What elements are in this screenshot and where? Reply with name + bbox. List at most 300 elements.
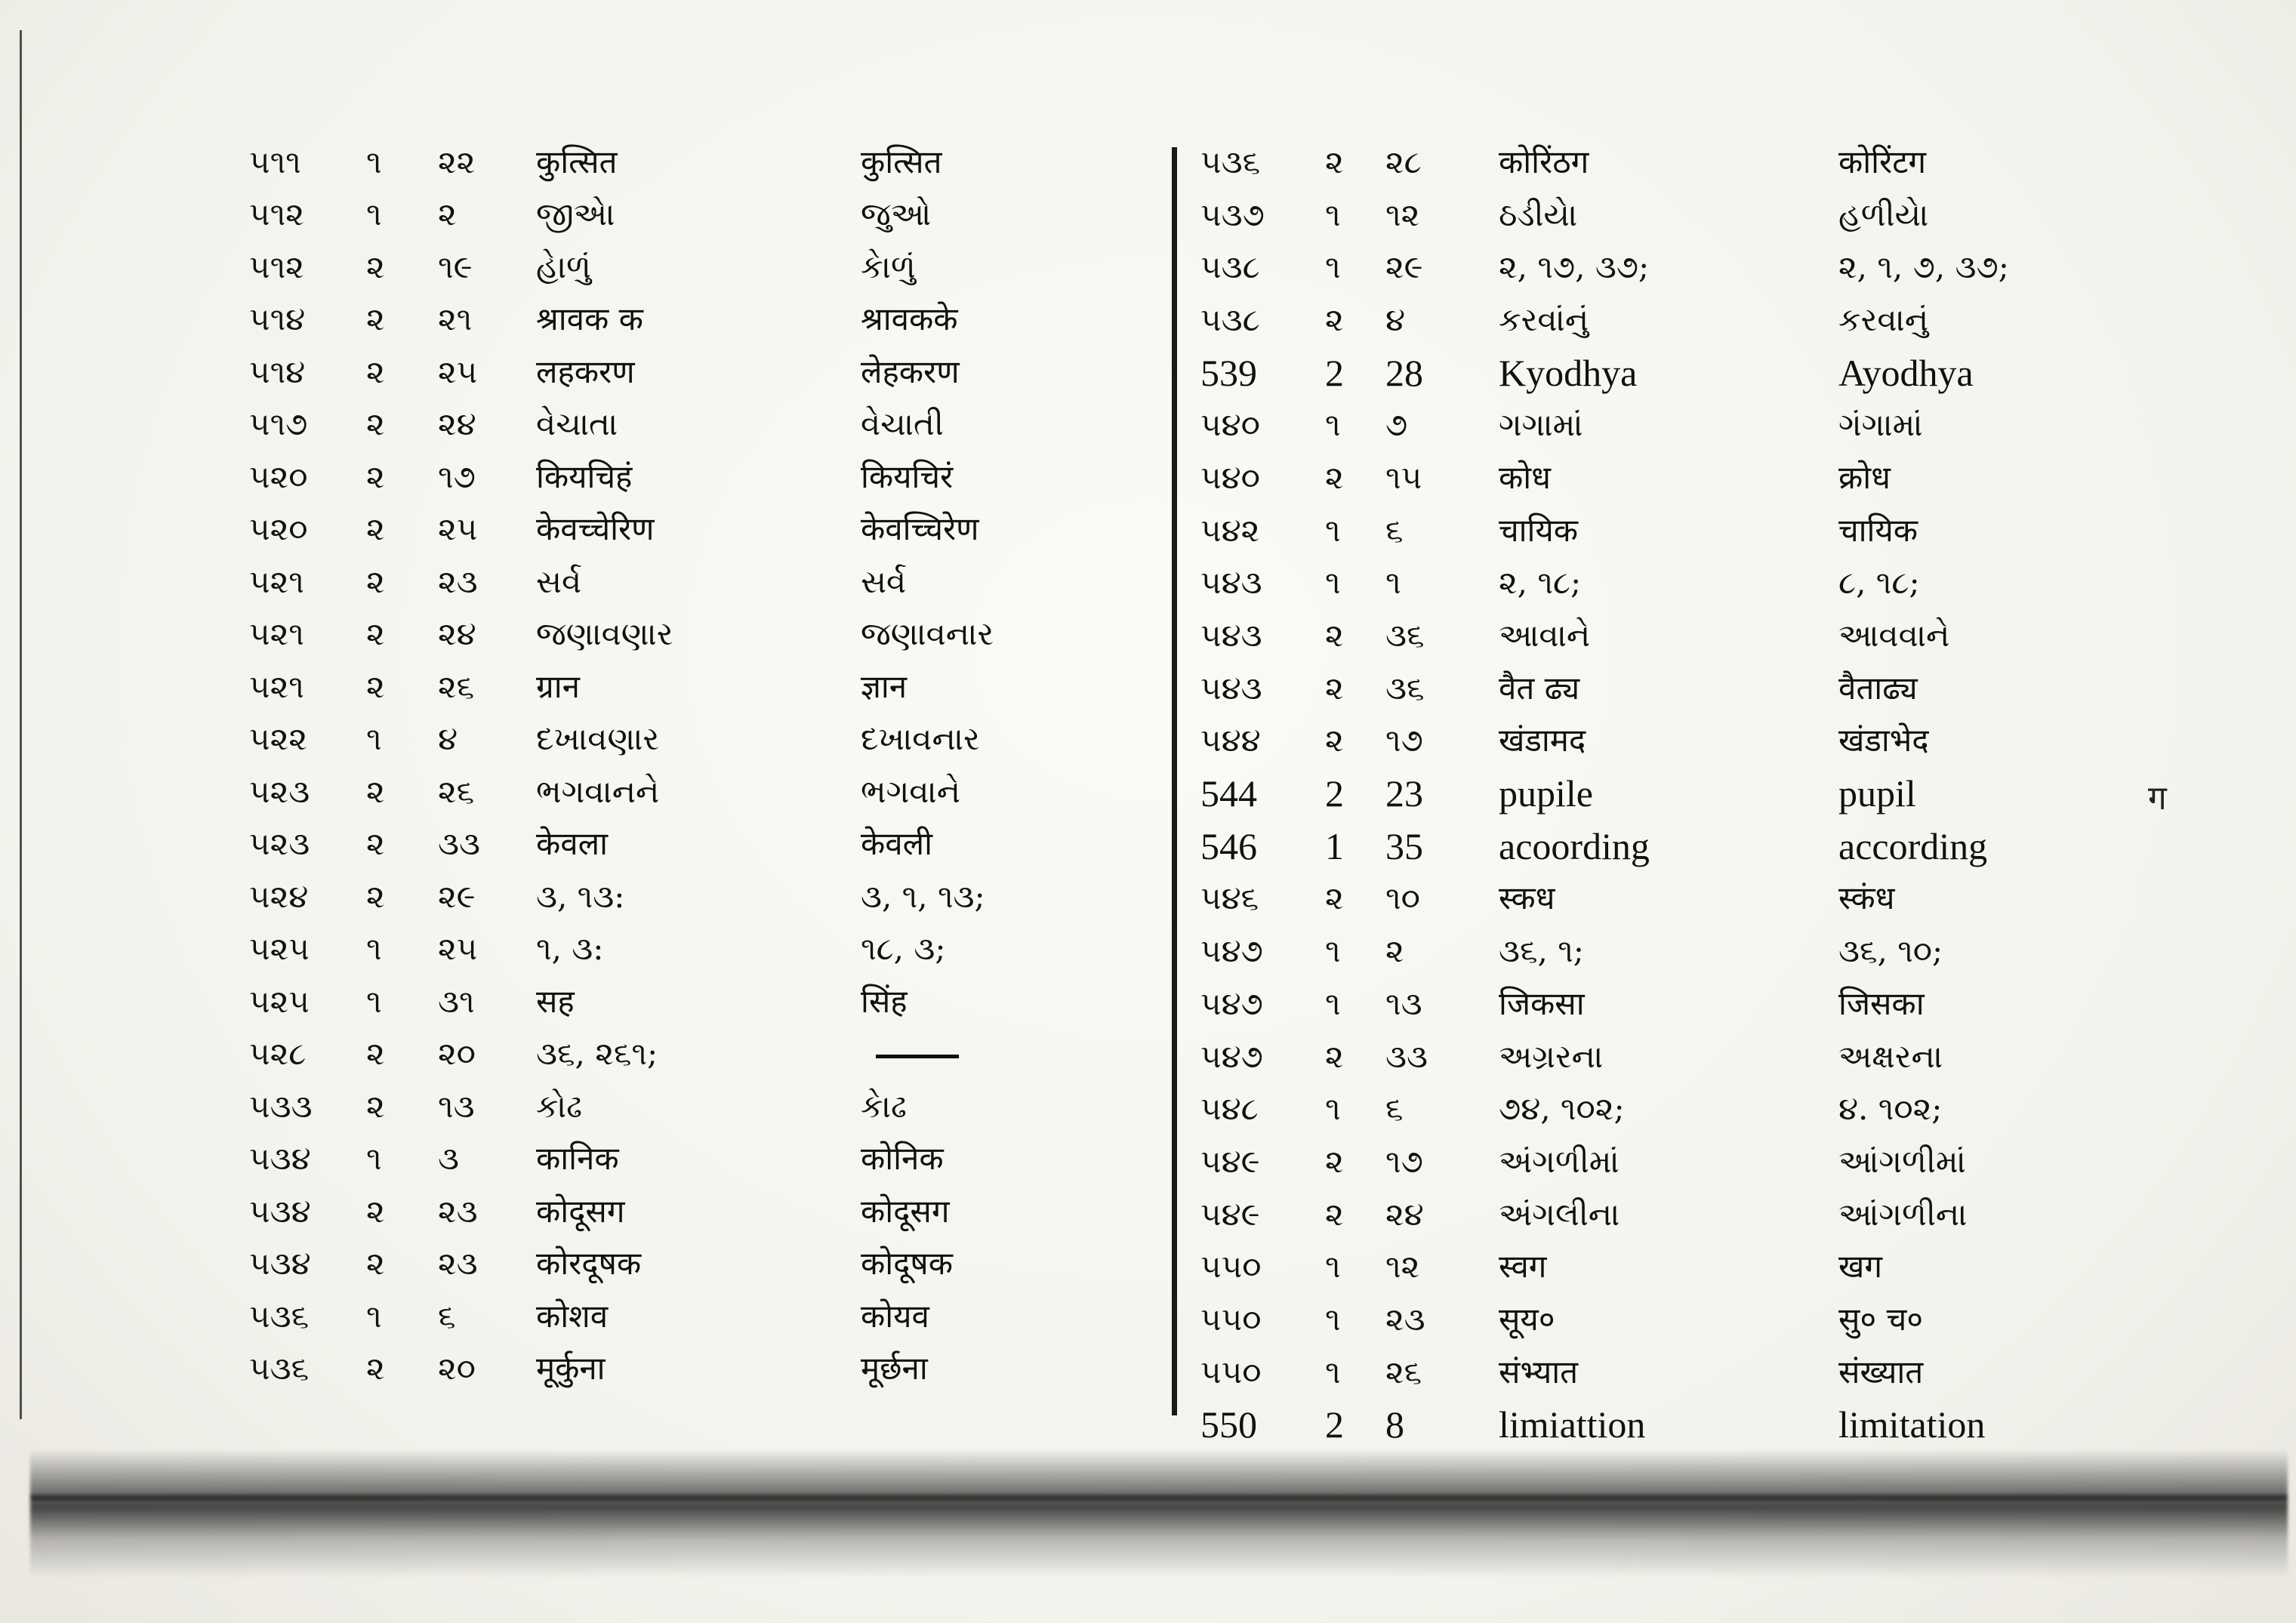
errata-page-number: ૫૧૭ <box>249 405 308 443</box>
errata-row <box>249 556 1344 608</box>
errata-row <box>249 1028 1344 1081</box>
errata-line-number: ૨૬ <box>438 772 475 810</box>
errata-line-number: ૨૬ <box>438 667 475 705</box>
errata-row <box>249 661 1344 713</box>
errata-correct-text: દખાવનાર <box>861 720 980 758</box>
errata-correct-text <box>861 1038 1253 1070</box>
errata-correct-text: કેાઢ <box>861 1087 907 1125</box>
errata-correct-text: according <box>1838 824 1988 867</box>
errata-line-number: ૨ <box>1385 932 1404 970</box>
errata-row <box>1200 1030 2295 1083</box>
errata-column-number: ૧ <box>366 143 382 180</box>
errata-line-number: ૧૭ <box>438 457 476 495</box>
errata-row <box>1200 136 2295 189</box>
errata-page-number: ૫૪૪ <box>1200 722 1261 759</box>
errata-correct-text: ભગવાને <box>861 772 961 810</box>
errata-row <box>1200 1188 2295 1241</box>
errata-page-number: 546 <box>1200 824 1257 867</box>
errata-line-number: ૨૪ <box>1385 1195 1424 1233</box>
errata-correct-text: Ayodhya <box>1838 351 1974 394</box>
errata-line-number: ૬ <box>1385 511 1404 549</box>
errata-page-number: 550 <box>1200 1403 1257 1446</box>
errata-line-number: ૨૪ <box>438 615 476 653</box>
errata-page-number: ૫૧૪ <box>249 300 306 338</box>
errata-incorrect-text: सूय० <box>1499 1300 1555 1338</box>
errata-correct-text: ૪. ૧૦૨; <box>1838 1090 1943 1128</box>
errata-line-number: ૨૧ <box>438 300 473 338</box>
errata-page-number: ૫૩૭ <box>1200 196 1265 233</box>
errata-page-number: ૫૩૮ <box>1200 300 1260 338</box>
errata-row <box>249 504 1344 556</box>
errata-incorrect-text: लहकरण <box>536 353 635 390</box>
errata-correct-text: कियचिरं <box>861 457 954 495</box>
errata-page-number: ૫૪૨ <box>1200 511 1260 549</box>
errata-row <box>249 713 1344 766</box>
errata-page-number: ૫૧૪ <box>249 353 306 390</box>
errata-incorrect-text: स्कध <box>1499 879 1555 917</box>
errata-row <box>249 1185 1344 1238</box>
errata-column-number: ૧ <box>1325 932 1341 970</box>
errata-incorrect-text: कुत्सित <box>536 143 618 180</box>
errata-page-number: 539 <box>1200 351 1257 394</box>
errata-column-number: ૨ <box>366 825 385 863</box>
errata-line-number: ૨ <box>438 196 457 233</box>
errata-line-number: ૨૩ <box>1385 1300 1425 1338</box>
errata-line-number: ૧૨ <box>1385 1248 1420 1286</box>
errata-row <box>249 818 1344 871</box>
errata-page-number: ૫૧૧ <box>249 143 301 180</box>
errata-incorrect-text: સર્વ <box>536 562 582 600</box>
errata-line-number: 8 <box>1385 1403 1404 1446</box>
errata-row <box>249 765 1344 818</box>
errata-column-number: ૨ <box>366 353 385 390</box>
errata-line-number: ૧૦ <box>1385 879 1420 917</box>
errata-line-number: 23 <box>1385 772 1423 815</box>
errata-line-number: ૩૩ <box>1385 1037 1428 1075</box>
errata-row <box>1200 1083 2295 1135</box>
errata-line-number: ૧૨ <box>1385 196 1420 233</box>
errata-row <box>249 1343 1344 1396</box>
errata-incorrect-text: चायिक <box>1499 511 1579 549</box>
errata-correct-text: વેચાતી <box>861 405 944 443</box>
errata-row <box>249 294 1344 346</box>
errata-row <box>249 975 1344 1028</box>
errata-line-number: ૩૩ <box>438 825 480 863</box>
errata-column-number: ૨ <box>366 877 385 915</box>
errata-column-number: ૧ <box>1325 1300 1341 1338</box>
errata-incorrect-text: वैत ढ्य <box>1499 669 1580 707</box>
errata-page-number: ૫૩૬ <box>249 1297 310 1335</box>
errata-row <box>1200 1240 2295 1293</box>
errata-column-number: ૨ <box>1325 1142 1344 1180</box>
errata-row <box>249 1290 1344 1343</box>
errata-page-number: ૫૪૬ <box>1200 879 1259 917</box>
errata-correct-text: અક્ષરના <box>1838 1037 1943 1075</box>
errata-column-number: ૨ <box>366 248 385 285</box>
errata-line-number: ૩૧ <box>438 982 475 1020</box>
errata-row <box>1200 820 2295 873</box>
errata-line-number: ૨૫ <box>438 930 478 968</box>
errata-incorrect-text: केवच्चेरिण <box>536 510 655 548</box>
errata-correct-text: श्रावकके <box>861 300 958 338</box>
errata-column-number: ૨ <box>366 667 385 705</box>
errata-page-number: ૫૨૫ <box>249 930 310 968</box>
errata-line-number: ૨૯ <box>438 877 476 915</box>
errata-page-number: ૫૨૩ <box>249 825 310 863</box>
errata-correct-text: केवली <box>861 825 932 863</box>
errata-incorrect-text: कोरदूषक <box>536 1245 642 1283</box>
errata-correct-text: ज्ञान <box>861 667 908 705</box>
errata-row <box>1200 1135 2295 1188</box>
errata-incorrect-text: જણાવણાર <box>536 615 673 653</box>
errata-line-number: ૧ <box>1385 564 1401 602</box>
errata-row <box>249 1238 1344 1291</box>
errata-page-number: ૫૩૮ <box>1200 248 1260 286</box>
errata-line-number: ૨૩ <box>438 562 478 600</box>
errata-column-number: ૨ <box>1325 300 1344 338</box>
errata-incorrect-text: pupile <box>1499 772 1593 815</box>
errata-correct-text: કેાળું <box>861 248 916 285</box>
errata-column-number: ૧ <box>1325 196 1341 233</box>
errata-row <box>249 608 1344 661</box>
errata-row <box>1200 925 2295 978</box>
errata-line-number: ૨૬ <box>1385 1353 1422 1390</box>
errata-page-number: ૫૩૬ <box>249 1350 310 1387</box>
errata-page-number: ૫૫૦ <box>1200 1248 1262 1286</box>
errata-line-number: ૧૭ <box>1385 722 1423 759</box>
errata-incorrect-text: ग्रान <box>536 667 580 705</box>
errata-correct-text: ૨, ૧, ૭, ૩૭; <box>1838 248 2009 286</box>
errata-column-number: ૧ <box>1325 248 1341 286</box>
errata-incorrect-text: कियचिहं <box>536 457 633 495</box>
errata-line-number: ૨૨ <box>438 143 476 180</box>
errata-row <box>1200 1346 2295 1399</box>
errata-row <box>1200 241 2295 294</box>
errata-correct-text: स्कंध <box>1838 879 1895 917</box>
errata-incorrect-text: અંગલીના <box>1499 1195 1620 1233</box>
errata-page-number: ૫૪૭ <box>1200 1037 1263 1075</box>
errata-incorrect-text: ઠડીયેા <box>1499 196 1578 233</box>
errata-incorrect-text: कोदूसग <box>536 1192 625 1230</box>
errata-incorrect-text: श्रावक क <box>536 300 643 338</box>
errata-line-number: ૪ <box>438 720 458 758</box>
errata-column-number: ૧ <box>366 720 382 758</box>
errata-incorrect-text: कोरिंठग <box>1499 143 1589 180</box>
page-fold-shadow <box>30 1449 2288 1578</box>
errata-correct-text: खग <box>1838 1248 1883 1286</box>
errata-page-number: ૫૨૧ <box>249 615 304 653</box>
errata-line-number: ૧૩ <box>438 1087 475 1125</box>
errata-incorrect-text: ૩૬, ૧; <box>1499 932 1584 970</box>
errata-correct-text: હળીયેા <box>1838 196 1929 233</box>
errata-page-number: ૫૨૧ <box>249 562 304 600</box>
errata-row <box>1200 346 2295 399</box>
errata-column-number: ૨ <box>366 615 385 653</box>
errata-column-number: ૨ <box>1325 143 1344 180</box>
errata-page-number: ૫૨૫ <box>249 982 310 1020</box>
errata-correct-text: આંગળીના <box>1838 1195 1968 1233</box>
errata-incorrect-text: જીએા <box>536 196 615 233</box>
errata-column-number: ૧ <box>1325 511 1341 549</box>
errata-page-number: ૫૩૩ <box>249 1087 313 1125</box>
errata-correct-text: सु० च० <box>1838 1300 1924 1338</box>
errata-incorrect-text: खंडामद <box>1499 722 1586 759</box>
errata-page-number: ૫૨૪ <box>249 877 309 915</box>
errata-column-number: ૧ <box>366 1297 382 1335</box>
errata-page-number: 544 <box>1200 772 1257 815</box>
errata-incorrect-text: અગ્રરના <box>1499 1037 1604 1075</box>
errata-page-number: ૫૪૯ <box>1200 1142 1260 1180</box>
errata-row <box>249 241 1344 294</box>
errata-table-right <box>1200 136 2295 1451</box>
errata-incorrect-text: Kyodhya <box>1499 351 1638 394</box>
errata-correct-text: क्रोध <box>1838 458 1891 496</box>
errata-correct-text: જણાવનાર <box>861 615 994 653</box>
errata-page-number: ૫૪૯ <box>1200 1195 1260 1233</box>
errata-column-number: ૨ <box>366 510 385 548</box>
errata-line-number: 35 <box>1385 824 1423 867</box>
errata-row <box>249 1080 1344 1133</box>
errata-correct-text: कोनिक <box>861 1140 944 1178</box>
errata-correct-text: कोदूषक <box>861 1245 953 1283</box>
errata-incorrect-text: कोध <box>1499 458 1551 496</box>
errata-page-number: ૫૩૪ <box>249 1140 311 1178</box>
binding-edge-line <box>20 30 22 1419</box>
errata-page-number: ૫૪૮ <box>1200 1090 1259 1128</box>
errata-line-number: ૨૩ <box>438 1245 478 1283</box>
errata-column-number: 2 <box>1325 351 1344 394</box>
errata-row <box>1200 504 2295 557</box>
errata-line-number: ૩૬ <box>1385 617 1425 654</box>
errata-row <box>1200 873 2295 925</box>
errata-column-number: ૨ <box>1325 1037 1344 1075</box>
errata-column-number: 2 <box>1325 772 1344 815</box>
errata-correct-text: ૧૮, ૩; <box>861 930 946 968</box>
errata-correct-text: ૩૬, ૧૦; <box>1838 932 1943 970</box>
errata-incorrect-text: વેચાતા <box>536 405 618 443</box>
errata-correct-text: कोयव <box>861 1297 929 1335</box>
errata-page-number: ૫૪૦ <box>1200 406 1260 444</box>
errata-line-number: ૪ <box>1385 300 1406 338</box>
errata-row <box>1200 557 2295 610</box>
errata-row <box>1200 1399 2295 1452</box>
column-divider <box>1172 147 1177 1415</box>
errata-correct-text: આંગળીમાં <box>1838 1142 1966 1180</box>
errata-row <box>1200 609 2295 662</box>
errata-correct-text: मूर्छना <box>861 1350 928 1387</box>
errata-incorrect-text: ૩૬, ૨૬૧; <box>536 1035 658 1073</box>
errata-row <box>1200 767 2295 820</box>
errata-page-number: ૫૩૪ <box>249 1192 311 1230</box>
errata-line-number: ૬ <box>1385 1090 1404 1128</box>
errata-incorrect-text: ૭૪, ૧૦૨; <box>1499 1090 1625 1128</box>
errata-incorrect-text: सह <box>536 982 575 1020</box>
errata-incorrect-text: संभ्यात <box>1499 1353 1579 1390</box>
errata-line-number: ૨૪ <box>438 405 476 443</box>
errata-line-number: ૭ <box>1385 406 1408 444</box>
errata-incorrect-text: स्वग <box>1499 1248 1547 1286</box>
errata-column-number: ૨ <box>1325 879 1344 917</box>
errata-row <box>249 189 1344 242</box>
errata-row <box>249 923 1344 976</box>
errata-row <box>1200 662 2295 715</box>
errata-correct-text: कोरिंटग <box>1838 143 1927 180</box>
errata-row <box>249 346 1344 399</box>
errata-correct-text: संख्यात <box>1838 1353 1924 1390</box>
errata-row <box>249 451 1344 504</box>
errata-column-number: 1 <box>1325 824 1344 867</box>
errata-column-number: ૨ <box>366 1087 385 1125</box>
errata-column-number: ૨ <box>366 772 385 810</box>
errata-column-number: ૧ <box>1325 1248 1341 1286</box>
errata-line-number: ૩૬ <box>1385 669 1425 707</box>
errata-incorrect-text: मूर्कुना <box>536 1350 606 1387</box>
errata-page-number: ૫૪૩ <box>1200 617 1262 654</box>
errata-incorrect-text: દખાવણાર <box>536 720 660 758</box>
errata-page-number: ૫૨૨ <box>249 720 307 758</box>
errata-column-number: ૨ <box>1325 669 1344 707</box>
errata-row <box>249 870 1344 923</box>
errata-table-left <box>249 136 1344 1395</box>
errata-incorrect-text: acoording <box>1499 824 1650 867</box>
errata-column-number: ૧ <box>366 930 382 968</box>
errata-column-number: ૨ <box>366 1245 385 1283</box>
errata-page-number: ૫૨૧ <box>249 667 304 705</box>
errata-page-number: ૫૨૩ <box>249 772 310 810</box>
errata-incorrect-text: હેાળું <box>536 248 591 285</box>
errata-line-number: ૨૫ <box>438 510 478 548</box>
errata-correct-text: આવવાને <box>1838 617 1950 654</box>
errata-line-number: ૧૫ <box>1385 458 1422 496</box>
errata-page-number: ૫૨૦ <box>249 457 308 495</box>
errata-incorrect-text: कोशव <box>536 1297 609 1335</box>
errata-correct-text: કરવાનું <box>1838 300 1929 338</box>
errata-row <box>1200 399 2295 451</box>
errata-line-number: ૨૮ <box>1385 143 1422 180</box>
errata-column-number: ૨ <box>366 562 385 600</box>
errata-incorrect-text: ૨, ૧૮; <box>1499 564 1582 602</box>
errata-incorrect-text: ૧, ૩: <box>536 930 604 968</box>
errata-incorrect-text: ૩, ૧૩: <box>536 877 625 915</box>
errata-incorrect-text: कानिक <box>536 1140 619 1178</box>
errata-incorrect-text: અંગળીમાં <box>1499 1142 1620 1180</box>
errata-column-number: ૧ <box>1325 1353 1341 1390</box>
errata-incorrect-text: કોઢ <box>536 1087 583 1125</box>
errata-incorrect-text: केवला <box>536 825 608 863</box>
errata-correct-text: खंडाभेद <box>1838 722 1929 759</box>
errata-correct-text: केवच्चिरेण <box>861 510 979 548</box>
errata-column-number: ૧ <box>366 196 382 233</box>
errata-column-number: ૨ <box>366 457 385 495</box>
errata-page-number: ૫૪૭ <box>1200 932 1263 970</box>
errata-page-number: ૫૪૩ <box>1200 669 1262 707</box>
errata-line-number: ૨૫ <box>438 353 478 390</box>
errata-column-number: ૨ <box>1325 458 1344 496</box>
errata-column-number: ૨ <box>1325 1195 1344 1233</box>
errata-column-number: ૧ <box>366 1140 382 1178</box>
errata-page-number: ૫૨૮ <box>249 1035 307 1073</box>
errata-incorrect-text: ૨, ૧૭, ૩૭; <box>1499 248 1650 286</box>
errata-row <box>1200 978 2295 1030</box>
errata-line-number: ૧૭ <box>1385 1142 1423 1180</box>
errata-page-number: ૫૧૨ <box>249 248 304 285</box>
errata-column-number: ૧ <box>1325 406 1341 444</box>
errata-column-number: ૨ <box>366 300 385 338</box>
errata-row <box>249 1133 1344 1186</box>
errata-incorrect-text: આવાને <box>1499 617 1591 654</box>
errata-row <box>249 399 1344 451</box>
errata-row <box>249 136 1344 189</box>
margin-mark: ग <box>2148 779 2167 818</box>
errata-correct-text: ગંગામાં <box>1838 406 1923 444</box>
errata-column-number: ૨ <box>366 1350 385 1387</box>
errata-incorrect-text: जिकसा <box>1499 984 1585 1022</box>
errata-page-number: ૫૪૦ <box>1200 458 1260 496</box>
errata-row <box>1200 189 2295 242</box>
errata-line-number: ૩ <box>438 1140 459 1178</box>
errata-column-number: ૧ <box>366 982 382 1020</box>
errata-correct-text: जिसका <box>1838 984 1925 1022</box>
errata-page-number: ૫૫૦ <box>1200 1300 1262 1338</box>
errata-line-number: ૨૦ <box>438 1350 476 1387</box>
errata-line-number: ૨૯ <box>1385 248 1423 286</box>
errata-line-number: ૬ <box>438 1297 456 1335</box>
errata-incorrect-text: ગગામાં <box>1499 406 1583 444</box>
errata-line-number: ૧૩ <box>1385 984 1422 1022</box>
errata-column-number: ૨ <box>366 1035 385 1073</box>
errata-page-number: ૫૧૨ <box>249 196 304 233</box>
errata-correct-text: चायिक <box>1838 511 1918 549</box>
errata-page-number: ૫૩૪ <box>249 1245 311 1283</box>
errata-column-number: ૨ <box>1325 722 1344 759</box>
errata-correct-text: कोदूसग <box>861 1192 950 1230</box>
errata-line-number: ૧૯ <box>438 248 473 285</box>
errata-correct-text: ૩, ૧, ૧૩; <box>861 877 985 915</box>
errata-column-number: ૧ <box>1325 1090 1341 1128</box>
errata-page-number: ૫૨૦ <box>249 510 308 548</box>
errata-incorrect-text: ભગવાનને <box>536 772 660 810</box>
errata-column-number: ૨ <box>366 405 385 443</box>
errata-line-number: 28 <box>1385 351 1423 394</box>
errata-column-number: ૨ <box>1325 617 1344 654</box>
errata-row <box>1200 715 2295 768</box>
errata-correct-text: लेहकरण <box>861 353 960 390</box>
errata-page-number: ૫૪૭ <box>1200 984 1263 1022</box>
errata-row <box>1200 294 2295 346</box>
errata-page-number: ૫૪૩ <box>1200 564 1262 602</box>
errata-column-number: ૧ <box>1325 984 1341 1022</box>
errata-page-number: ૫૩૬ <box>1200 143 1261 180</box>
errata-incorrect-text: limiattion <box>1499 1403 1646 1446</box>
errata-correct-text: limitation <box>1838 1403 1986 1446</box>
errata-page-number: ૫૫૦ <box>1200 1353 1262 1390</box>
errata-correct-text: જુઓ <box>861 196 932 233</box>
errata-line-number: ૨૦ <box>438 1035 476 1073</box>
errata-correct-text: वैताढ्य <box>1838 669 1918 707</box>
errata-row <box>1200 1293 2295 1346</box>
errata-column-number: 2 <box>1325 1403 1344 1446</box>
errata-column-number: ૧ <box>1325 564 1341 602</box>
errata-incorrect-text: કરવાંનું <box>1499 300 1589 338</box>
errata-correct-text: ૮, ૧૮; <box>1838 564 1920 602</box>
errata-line-number: ૨૩ <box>438 1192 478 1230</box>
errata-correct-text: pupil <box>1838 772 1916 815</box>
errata-correct-text: સર્વ <box>861 562 907 600</box>
errata-row <box>1200 451 2295 504</box>
omission-dash <box>876 1055 959 1058</box>
errata-column-number: ૨ <box>366 1192 385 1230</box>
errata-correct-text: सिंह <box>861 982 908 1020</box>
